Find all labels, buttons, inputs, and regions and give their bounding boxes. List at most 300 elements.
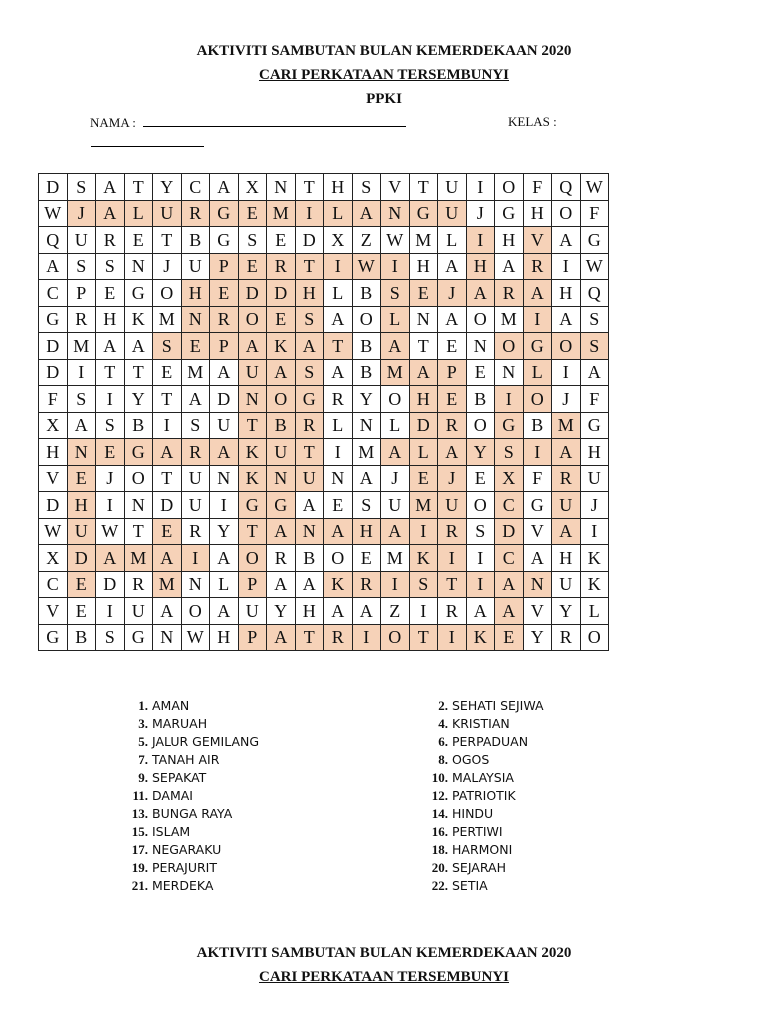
grid-cell[interactable]: A: [153, 545, 182, 572]
grid-cell[interactable]: I: [96, 386, 125, 413]
grid-cell[interactable]: A: [324, 518, 353, 545]
grid-cell[interactable]: R: [210, 306, 239, 333]
grid-cell[interactable]: U: [438, 492, 467, 519]
grid-cell[interactable]: M: [153, 306, 182, 333]
grid-cell[interactable]: U: [580, 465, 609, 492]
grid-cell[interactable]: U: [67, 518, 96, 545]
grid-cell[interactable]: A: [153, 598, 182, 625]
grid-cell[interactable]: G: [210, 200, 239, 227]
grid-cell[interactable]: Q: [39, 227, 68, 254]
grid-cell[interactable]: T: [124, 174, 153, 201]
grid-cell[interactable]: G: [124, 624, 153, 651]
grid-cell[interactable]: E: [67, 465, 96, 492]
grid-cell[interactable]: T: [295, 174, 324, 201]
grid-cell[interactable]: T: [238, 412, 267, 439]
grid-cell[interactable]: H: [324, 174, 353, 201]
grid-cell[interactable]: L: [381, 306, 410, 333]
grid-cell[interactable]: L: [324, 412, 353, 439]
grid-cell[interactable]: R: [438, 598, 467, 625]
grid-cell[interactable]: Y: [267, 598, 296, 625]
grid-cell[interactable]: H: [495, 227, 524, 254]
grid-cell[interactable]: E: [466, 359, 495, 386]
grid-cell[interactable]: V: [523, 227, 552, 254]
grid-cell[interactable]: O: [466, 306, 495, 333]
grid-cell[interactable]: E: [409, 280, 438, 307]
grid-cell[interactable]: R: [267, 253, 296, 280]
grid-cell[interactable]: M: [352, 439, 381, 466]
kelas-field[interactable]: [508, 114, 557, 130]
grid-cell[interactable]: O: [124, 465, 153, 492]
grid-cell[interactable]: O: [238, 306, 267, 333]
grid-cell[interactable]: O: [181, 598, 210, 625]
grid-cell[interactable]: U: [552, 571, 581, 598]
grid-cell[interactable]: A: [495, 598, 524, 625]
grid-cell[interactable]: N: [267, 465, 296, 492]
grid-cell[interactable]: P: [238, 624, 267, 651]
grid-cell[interactable]: H: [181, 280, 210, 307]
grid-cell[interactable]: I: [552, 253, 581, 280]
grid-cell[interactable]: T: [153, 227, 182, 254]
grid-cell[interactable]: U: [438, 200, 467, 227]
grid-cell[interactable]: G: [267, 492, 296, 519]
grid-cell[interactable]: R: [181, 439, 210, 466]
grid-cell[interactable]: R: [552, 465, 581, 492]
grid-cell[interactable]: D: [495, 518, 524, 545]
grid-cell[interactable]: P: [238, 571, 267, 598]
grid-cell[interactable]: I: [438, 545, 467, 572]
grid-cell[interactable]: I: [466, 571, 495, 598]
grid-cell[interactable]: X: [238, 174, 267, 201]
grid-cell[interactable]: I: [96, 598, 125, 625]
grid-cell[interactable]: E: [238, 200, 267, 227]
grid-cell[interactable]: S: [381, 280, 410, 307]
grid-cell[interactable]: U: [181, 253, 210, 280]
grid-cell[interactable]: L: [124, 200, 153, 227]
grid-cell[interactable]: M: [153, 571, 182, 598]
grid-cell[interactable]: A: [495, 571, 524, 598]
grid-cell[interactable]: V: [381, 174, 410, 201]
grid-cell[interactable]: D: [210, 386, 239, 413]
grid-cell[interactable]: I: [466, 227, 495, 254]
grid-cell[interactable]: N: [153, 624, 182, 651]
grid-cell[interactable]: B: [295, 545, 324, 572]
grid-cell[interactable]: R: [295, 412, 324, 439]
grid-cell[interactable]: V: [39, 598, 68, 625]
grid-cell[interactable]: E: [96, 439, 125, 466]
grid-cell[interactable]: G: [124, 280, 153, 307]
grid-cell[interactable]: U: [181, 492, 210, 519]
grid-cell[interactable]: U: [438, 174, 467, 201]
grid-cell[interactable]: O: [552, 200, 581, 227]
grid-cell[interactable]: I: [153, 412, 182, 439]
grid-cell[interactable]: A: [238, 333, 267, 360]
grid-cell[interactable]: E: [67, 598, 96, 625]
grid-cell[interactable]: S: [295, 359, 324, 386]
grid-cell[interactable]: D: [39, 359, 68, 386]
grid-cell[interactable]: J: [381, 465, 410, 492]
grid-cell[interactable]: S: [67, 253, 96, 280]
grid-cell[interactable]: A: [67, 412, 96, 439]
grid-cell[interactable]: O: [552, 333, 581, 360]
grid-cell[interactable]: U: [552, 492, 581, 519]
grid-cell[interactable]: E: [210, 280, 239, 307]
grid-cell[interactable]: N: [495, 359, 524, 386]
grid-cell[interactable]: A: [153, 439, 182, 466]
grid-cell[interactable]: X: [39, 545, 68, 572]
grid-cell[interactable]: Y: [552, 598, 581, 625]
grid-cell[interactable]: L: [210, 571, 239, 598]
grid-cell[interactable]: A: [295, 333, 324, 360]
grid-cell[interactable]: A: [295, 492, 324, 519]
grid-cell[interactable]: S: [466, 518, 495, 545]
grid-cell[interactable]: O: [324, 545, 353, 572]
grid-cell[interactable]: A: [324, 359, 353, 386]
grid-cell[interactable]: I: [210, 492, 239, 519]
grid-cell[interactable]: E: [324, 492, 353, 519]
grid-cell[interactable]: G: [124, 439, 153, 466]
grid-cell[interactable]: W: [39, 518, 68, 545]
grid-cell[interactable]: G: [523, 492, 552, 519]
grid-cell[interactable]: P: [67, 280, 96, 307]
grid-cell[interactable]: U: [238, 359, 267, 386]
grid-cell[interactable]: Y: [124, 386, 153, 413]
grid-cell[interactable]: S: [96, 624, 125, 651]
grid-cell[interactable]: T: [238, 518, 267, 545]
grid-cell[interactable]: S: [295, 306, 324, 333]
grid-cell[interactable]: K: [409, 545, 438, 572]
grid-cell[interactable]: A: [381, 518, 410, 545]
grid-cell[interactable]: F: [39, 386, 68, 413]
grid-cell[interactable]: O: [381, 624, 410, 651]
grid-cell[interactable]: A: [210, 545, 239, 572]
grid-cell[interactable]: D: [295, 227, 324, 254]
grid-cell[interactable]: G: [523, 333, 552, 360]
grid-cell[interactable]: G: [409, 200, 438, 227]
grid-cell[interactable]: N: [267, 174, 296, 201]
grid-cell[interactable]: A: [267, 624, 296, 651]
grid-cell[interactable]: Y: [352, 386, 381, 413]
grid-cell[interactable]: D: [267, 280, 296, 307]
grid-cell[interactable]: V: [523, 598, 552, 625]
grid-cell[interactable]: A: [39, 253, 68, 280]
grid-cell[interactable]: M: [124, 545, 153, 572]
grid-cell[interactable]: G: [39, 624, 68, 651]
grid-cell[interactable]: H: [295, 598, 324, 625]
grid-cell[interactable]: K: [466, 624, 495, 651]
grid-cell[interactable]: F: [523, 174, 552, 201]
grid-cell[interactable]: T: [295, 439, 324, 466]
kelas-line[interactable]: [91, 146, 204, 147]
grid-cell[interactable]: T: [153, 465, 182, 492]
grid-cell[interactable]: K: [238, 439, 267, 466]
grid-cell[interactable]: D: [238, 280, 267, 307]
grid-cell[interactable]: A: [267, 359, 296, 386]
grid-cell[interactable]: W: [580, 253, 609, 280]
grid-cell[interactable]: N: [295, 518, 324, 545]
grid-cell[interactable]: V: [523, 518, 552, 545]
grid-cell[interactable]: W: [96, 518, 125, 545]
grid-cell[interactable]: Q: [580, 280, 609, 307]
grid-cell[interactable]: A: [523, 280, 552, 307]
grid-cell[interactable]: J: [67, 200, 96, 227]
grid-cell[interactable]: S: [409, 571, 438, 598]
grid-cell[interactable]: E: [124, 227, 153, 254]
grid-cell[interactable]: A: [552, 518, 581, 545]
grid-cell[interactable]: N: [124, 253, 153, 280]
grid-cell[interactable]: N: [466, 333, 495, 360]
grid-cell[interactable]: H: [210, 624, 239, 651]
grid-cell[interactable]: R: [324, 624, 353, 651]
grid-cell[interactable]: N: [381, 200, 410, 227]
grid-cell[interactable]: L: [381, 412, 410, 439]
grid-cell[interactable]: H: [39, 439, 68, 466]
grid-cell[interactable]: N: [352, 412, 381, 439]
grid-cell[interactable]: A: [352, 200, 381, 227]
grid-cell[interactable]: H: [409, 253, 438, 280]
grid-cell[interactable]: I: [580, 518, 609, 545]
grid-cell[interactable]: E: [409, 465, 438, 492]
grid-cell[interactable]: O: [466, 492, 495, 519]
grid-cell[interactable]: D: [39, 333, 68, 360]
grid-cell[interactable]: O: [495, 174, 524, 201]
grid-cell[interactable]: B: [352, 359, 381, 386]
grid-cell[interactable]: H: [67, 492, 96, 519]
grid-cell[interactable]: T: [409, 624, 438, 651]
grid-cell[interactable]: U: [124, 598, 153, 625]
grid-cell[interactable]: Y: [210, 518, 239, 545]
grid-cell[interactable]: A: [96, 174, 125, 201]
grid-cell[interactable]: A: [352, 465, 381, 492]
grid-cell[interactable]: L: [324, 200, 353, 227]
grid-cell[interactable]: T: [438, 571, 467, 598]
grid-cell[interactable]: R: [267, 545, 296, 572]
grid-cell[interactable]: B: [267, 412, 296, 439]
grid-cell[interactable]: P: [438, 359, 467, 386]
grid-cell[interactable]: V: [39, 465, 68, 492]
grid-cell[interactable]: A: [552, 227, 581, 254]
grid-cell[interactable]: S: [153, 333, 182, 360]
grid-cell[interactable]: J: [438, 280, 467, 307]
grid-cell[interactable]: P: [210, 253, 239, 280]
grid-cell[interactable]: E: [153, 518, 182, 545]
grid-cell[interactable]: D: [409, 412, 438, 439]
grid-cell[interactable]: A: [324, 306, 353, 333]
grid-cell[interactable]: A: [181, 386, 210, 413]
grid-cell[interactable]: H: [580, 439, 609, 466]
grid-cell[interactable]: B: [352, 280, 381, 307]
grid-cell[interactable]: B: [181, 227, 210, 254]
grid-cell[interactable]: E: [495, 624, 524, 651]
grid-cell[interactable]: W: [181, 624, 210, 651]
grid-cell[interactable]: A: [438, 306, 467, 333]
grid-cell[interactable]: S: [580, 306, 609, 333]
grid-cell[interactable]: W: [381, 227, 410, 254]
grid-cell[interactable]: M: [495, 306, 524, 333]
grid-cell[interactable]: J: [96, 465, 125, 492]
grid-cell[interactable]: J: [466, 200, 495, 227]
grid-cell[interactable]: H: [352, 518, 381, 545]
grid-cell[interactable]: R: [552, 624, 581, 651]
grid-cell[interactable]: N: [181, 571, 210, 598]
grid-cell[interactable]: T: [409, 333, 438, 360]
grid-cell[interactable]: R: [352, 571, 381, 598]
grid-cell[interactable]: O: [381, 386, 410, 413]
grid-cell[interactable]: O: [466, 412, 495, 439]
grid-cell[interactable]: O: [523, 386, 552, 413]
grid-cell[interactable]: Y: [153, 174, 182, 201]
grid-cell[interactable]: R: [438, 412, 467, 439]
grid-cell[interactable]: U: [153, 200, 182, 227]
grid-cell[interactable]: X: [495, 465, 524, 492]
grid-cell[interactable]: A: [352, 598, 381, 625]
grid-cell[interactable]: R: [495, 280, 524, 307]
grid-cell[interactable]: E: [96, 280, 125, 307]
grid-cell[interactable]: T: [324, 333, 353, 360]
grid-cell[interactable]: R: [67, 306, 96, 333]
grid-cell[interactable]: I: [352, 624, 381, 651]
grid-cell[interactable]: S: [96, 253, 125, 280]
grid-cell[interactable]: B: [523, 412, 552, 439]
grid-cell[interactable]: U: [181, 465, 210, 492]
grid-cell[interactable]: T: [153, 386, 182, 413]
grid-cell[interactable]: Q: [552, 174, 581, 201]
grid-cell[interactable]: G: [495, 412, 524, 439]
grid-cell[interactable]: E: [153, 359, 182, 386]
grid-cell[interactable]: H: [409, 386, 438, 413]
grid-cell[interactable]: U: [238, 598, 267, 625]
grid-cell[interactable]: K: [580, 571, 609, 598]
grid-cell[interactable]: R: [181, 200, 210, 227]
grid-cell[interactable]: T: [124, 359, 153, 386]
grid-cell[interactable]: E: [438, 333, 467, 360]
grid-cell[interactable]: T: [295, 624, 324, 651]
grid-cell[interactable]: A: [124, 333, 153, 360]
grid-cell[interactable]: H: [552, 545, 581, 572]
grid-cell[interactable]: U: [210, 412, 239, 439]
grid-cell[interactable]: D: [96, 571, 125, 598]
grid-cell[interactable]: A: [267, 518, 296, 545]
grid-cell[interactable]: F: [580, 200, 609, 227]
grid-cell[interactable]: U: [267, 439, 296, 466]
grid-cell[interactable]: A: [295, 571, 324, 598]
grid-cell[interactable]: H: [466, 253, 495, 280]
grid-cell[interactable]: T: [295, 253, 324, 280]
grid-cell[interactable]: A: [381, 439, 410, 466]
grid-cell[interactable]: J: [438, 465, 467, 492]
grid-cell[interactable]: G: [580, 227, 609, 254]
grid-cell[interactable]: G: [580, 412, 609, 439]
grid-cell[interactable]: A: [210, 359, 239, 386]
grid-cell[interactable]: P: [210, 333, 239, 360]
grid-cell[interactable]: C: [181, 174, 210, 201]
grid-cell[interactable]: S: [495, 439, 524, 466]
grid-cell[interactable]: M: [381, 359, 410, 386]
grid-cell[interactable]: F: [523, 465, 552, 492]
grid-cell[interactable]: A: [210, 598, 239, 625]
grid-cell[interactable]: D: [39, 174, 68, 201]
grid-cell[interactable]: O: [352, 306, 381, 333]
grid-cell[interactable]: Z: [352, 227, 381, 254]
grid-cell[interactable]: O: [580, 624, 609, 651]
grid-cell[interactable]: E: [267, 306, 296, 333]
grid-cell[interactable]: G: [39, 306, 68, 333]
grid-cell[interactable]: O: [153, 280, 182, 307]
grid-cell[interactable]: M: [67, 333, 96, 360]
grid-cell[interactable]: E: [181, 333, 210, 360]
grid-cell[interactable]: B: [67, 624, 96, 651]
grid-cell[interactable]: H: [295, 280, 324, 307]
grid-cell[interactable]: I: [381, 253, 410, 280]
grid-cell[interactable]: H: [96, 306, 125, 333]
grid-cell[interactable]: I: [466, 545, 495, 572]
grid-cell[interactable]: U: [67, 227, 96, 254]
grid-cell[interactable]: E: [267, 227, 296, 254]
grid-cell[interactable]: N: [181, 306, 210, 333]
grid-cell[interactable]: C: [495, 545, 524, 572]
grid-cell[interactable]: M: [409, 227, 438, 254]
grid-cell[interactable]: A: [96, 333, 125, 360]
grid-cell[interactable]: A: [495, 253, 524, 280]
grid-cell[interactable]: T: [124, 518, 153, 545]
grid-cell[interactable]: S: [181, 412, 210, 439]
grid-cell[interactable]: Y: [466, 439, 495, 466]
grid-cell[interactable]: I: [495, 386, 524, 413]
grid-cell[interactable]: J: [580, 492, 609, 519]
grid-cell[interactable]: I: [181, 545, 210, 572]
grid-cell[interactable]: S: [238, 227, 267, 254]
grid-cell[interactable]: L: [409, 439, 438, 466]
grid-cell[interactable]: K: [267, 333, 296, 360]
grid-cell[interactable]: G: [495, 200, 524, 227]
grid-cell[interactable]: A: [438, 253, 467, 280]
grid-cell[interactable]: A: [381, 333, 410, 360]
grid-cell[interactable]: L: [324, 280, 353, 307]
grid-cell[interactable]: Y: [523, 624, 552, 651]
grid-cell[interactable]: K: [124, 306, 153, 333]
grid-cell[interactable]: K: [238, 465, 267, 492]
grid-cell[interactable]: N: [409, 306, 438, 333]
grid-cell[interactable]: W: [352, 253, 381, 280]
grid-cell[interactable]: A: [580, 359, 609, 386]
grid-cell[interactable]: I: [409, 598, 438, 625]
grid-cell[interactable]: J: [153, 253, 182, 280]
grid-cell[interactable]: N: [324, 465, 353, 492]
grid-cell[interactable]: B: [466, 386, 495, 413]
grid-cell[interactable]: X: [39, 412, 68, 439]
grid-cell[interactable]: I: [466, 174, 495, 201]
grid-cell[interactable]: O: [238, 545, 267, 572]
grid-cell[interactable]: S: [580, 333, 609, 360]
grid-cell[interactable]: G: [210, 227, 239, 254]
grid-cell[interactable]: T: [409, 174, 438, 201]
grid-cell[interactable]: A: [324, 598, 353, 625]
grid-cell[interactable]: C: [495, 492, 524, 519]
grid-cell[interactable]: I: [552, 359, 581, 386]
grid-cell[interactable]: X: [324, 227, 353, 254]
grid-cell[interactable]: K: [580, 545, 609, 572]
grid-cell[interactable]: A: [466, 598, 495, 625]
grid-cell[interactable]: I: [438, 624, 467, 651]
grid-cell[interactable]: I: [523, 306, 552, 333]
grid-cell[interactable]: R: [324, 386, 353, 413]
grid-cell[interactable]: A: [96, 545, 125, 572]
grid-cell[interactable]: A: [438, 439, 467, 466]
grid-cell[interactable]: R: [124, 571, 153, 598]
grid-cell[interactable]: R: [181, 518, 210, 545]
grid-cell[interactable]: S: [96, 412, 125, 439]
grid-cell[interactable]: G: [238, 492, 267, 519]
grid-cell[interactable]: N: [523, 571, 552, 598]
